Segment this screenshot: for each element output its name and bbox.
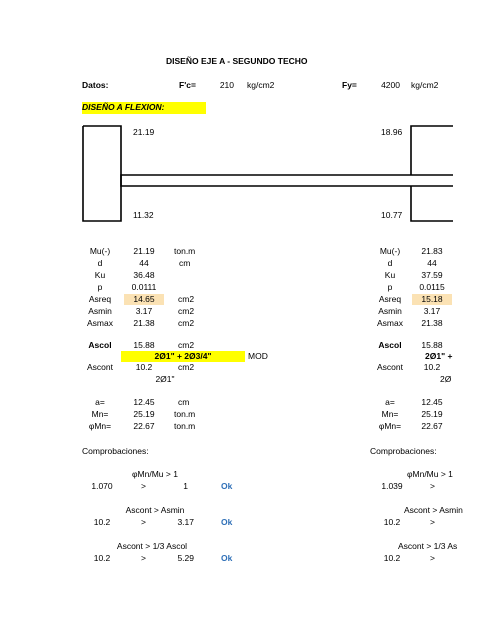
calc-label: d — [387, 258, 393, 268]
check-title: φMn/Mu > 1 — [132, 469, 178, 479]
bars-combo: 2Ø1" + — [425, 351, 453, 361]
check-title: φMn/Mu > 1 — [407, 469, 453, 479]
check-b: 1 — [183, 481, 188, 491]
check-a: 10.2 — [383, 517, 401, 527]
calc-label: Asreq — [88, 294, 112, 304]
check-a: 10.2 — [93, 553, 111, 563]
ascont-unit: cm2 — [178, 362, 195, 372]
moment-top-left: 21.19 — [133, 127, 155, 137]
check-result: Ok — [221, 481, 233, 491]
calc-label: Asmax — [377, 318, 403, 328]
calc-label: d — [97, 258, 103, 268]
mod-label: MOD — [248, 351, 268, 361]
calc-label: Mu(-) — [89, 246, 111, 256]
check-title: Ascont > 1/3 As — [398, 541, 458, 551]
fc-unit: kg/cm2 — [247, 80, 275, 90]
calc-unit: ton.m — [174, 421, 196, 431]
calc-value: 21.38 — [133, 318, 155, 328]
ascont-value: 10.2 — [135, 362, 153, 372]
calc-value: 3.17 — [423, 306, 441, 316]
calc-value: 22.67 — [133, 421, 155, 431]
fy-label: Fy= — [342, 80, 357, 90]
calc-value: 21.83 — [421, 246, 443, 256]
ascol-unit: cm2 — [178, 340, 195, 350]
check-a: 10.2 — [93, 517, 111, 527]
check-op: > — [430, 517, 435, 527]
calc-value: 0.0115 — [419, 282, 445, 292]
calc-unit: ton.m — [174, 246, 196, 256]
ascol-label: Ascol — [88, 340, 112, 350]
check-op: > — [430, 553, 435, 563]
calc-label: Ku — [94, 270, 106, 280]
calc-value: 21.38 — [421, 318, 443, 328]
check-a: 10.2 — [383, 553, 401, 563]
section-title: DISEÑO A FLEXION: — [82, 102, 206, 114]
calc-value: 12.45 — [421, 397, 443, 407]
calc-unit: cm — [178, 397, 190, 407]
check-title: Ascont > Asmin — [404, 505, 463, 515]
calc-value: 25.19 — [421, 409, 443, 419]
check-title: Ascont > 1/3 Ascol — [116, 541, 188, 551]
ascol-label: Ascol — [378, 340, 402, 350]
calc-value: 37.59 — [421, 270, 443, 280]
calc-value: 12.45 — [133, 397, 155, 407]
moment-top-right: 18.96 — [381, 127, 403, 137]
calc-label: a= — [385, 397, 395, 407]
check-title: Ascont > Asmin — [125, 505, 185, 515]
calc-label: Asmin — [378, 306, 402, 316]
page-title: DISEÑO EJE A - SEGUNDO TECHO — [166, 56, 308, 66]
check-op: > — [430, 481, 435, 491]
bars-cont: 2Ø1" — [155, 374, 175, 384]
calc-label: φMn= — [88, 421, 112, 431]
calc-value: 0.0111 — [131, 282, 157, 292]
ascont-label: Ascont — [87, 362, 113, 372]
check-op: > — [141, 481, 146, 491]
fc-label: F'c= — [179, 80, 196, 90]
asreq-value: 15.18 — [412, 294, 452, 305]
check-result: Ok — [221, 553, 233, 563]
moment-bottom-left: 11.32 — [133, 210, 154, 220]
calc-value: 21.19 — [133, 246, 155, 256]
check-op: > — [141, 553, 146, 563]
calc-label: Asreq — [378, 294, 402, 304]
bars-combo: 2Ø1" + 2Ø3/4" — [121, 351, 245, 362]
datos-label: Datos: — [82, 80, 109, 90]
bars-cont: 2Ø — [440, 374, 452, 384]
ascol-value: 15.88 — [421, 340, 443, 350]
checks-title: Comprobaciones: — [82, 446, 149, 456]
fy-value: 4200 — [381, 80, 400, 90]
calc-value: 3.17 — [135, 306, 153, 316]
fc-value: 210 — [219, 80, 234, 90]
calc-label: Asmax — [87, 318, 113, 328]
check-a: 1.039 — [381, 481, 403, 491]
calc-unit: ton.m — [174, 409, 196, 419]
moment-bottom-right: 10.77 — [381, 210, 403, 220]
calc-label: Asmin — [88, 306, 112, 316]
ascont-value: 10.2 — [423, 362, 441, 372]
calc-label: a= — [95, 397, 105, 407]
calc-label: p — [97, 282, 103, 292]
calc-label: φMn= — [378, 421, 402, 431]
calc-label: p — [387, 282, 393, 292]
calc-value: 44 — [139, 258, 149, 268]
calc-value: 36.48 — [133, 270, 155, 280]
check-result: Ok — [221, 517, 233, 527]
fy-unit: kg/cm2 — [411, 80, 439, 90]
calc-label: Ku — [384, 270, 396, 280]
check-op: > — [141, 517, 146, 527]
calc-unit: cm2 — [178, 294, 195, 304]
ascol-value: 15.88 — [133, 340, 155, 350]
asreq-value: 14.65 — [124, 294, 164, 305]
calc-unit: cm — [179, 258, 191, 268]
calc-label: Mn= — [381, 409, 399, 419]
calc-unit: cm2 — [178, 306, 195, 316]
checks-title: Comprobaciones: — [370, 446, 437, 456]
check-b: 3.17 — [177, 517, 194, 527]
calc-value: 44 — [427, 258, 437, 268]
calc-value: 25.19 — [133, 409, 155, 419]
calc-label: Mu(-) — [379, 246, 401, 256]
calc-label: Mn= — [91, 409, 109, 419]
check-a: 1.070 — [91, 481, 113, 491]
calc-unit: cm2 — [178, 318, 195, 328]
calc-value: 22.67 — [421, 421, 443, 431]
check-b: 5.29 — [177, 553, 194, 563]
ascont-label: Ascont — [377, 362, 403, 372]
